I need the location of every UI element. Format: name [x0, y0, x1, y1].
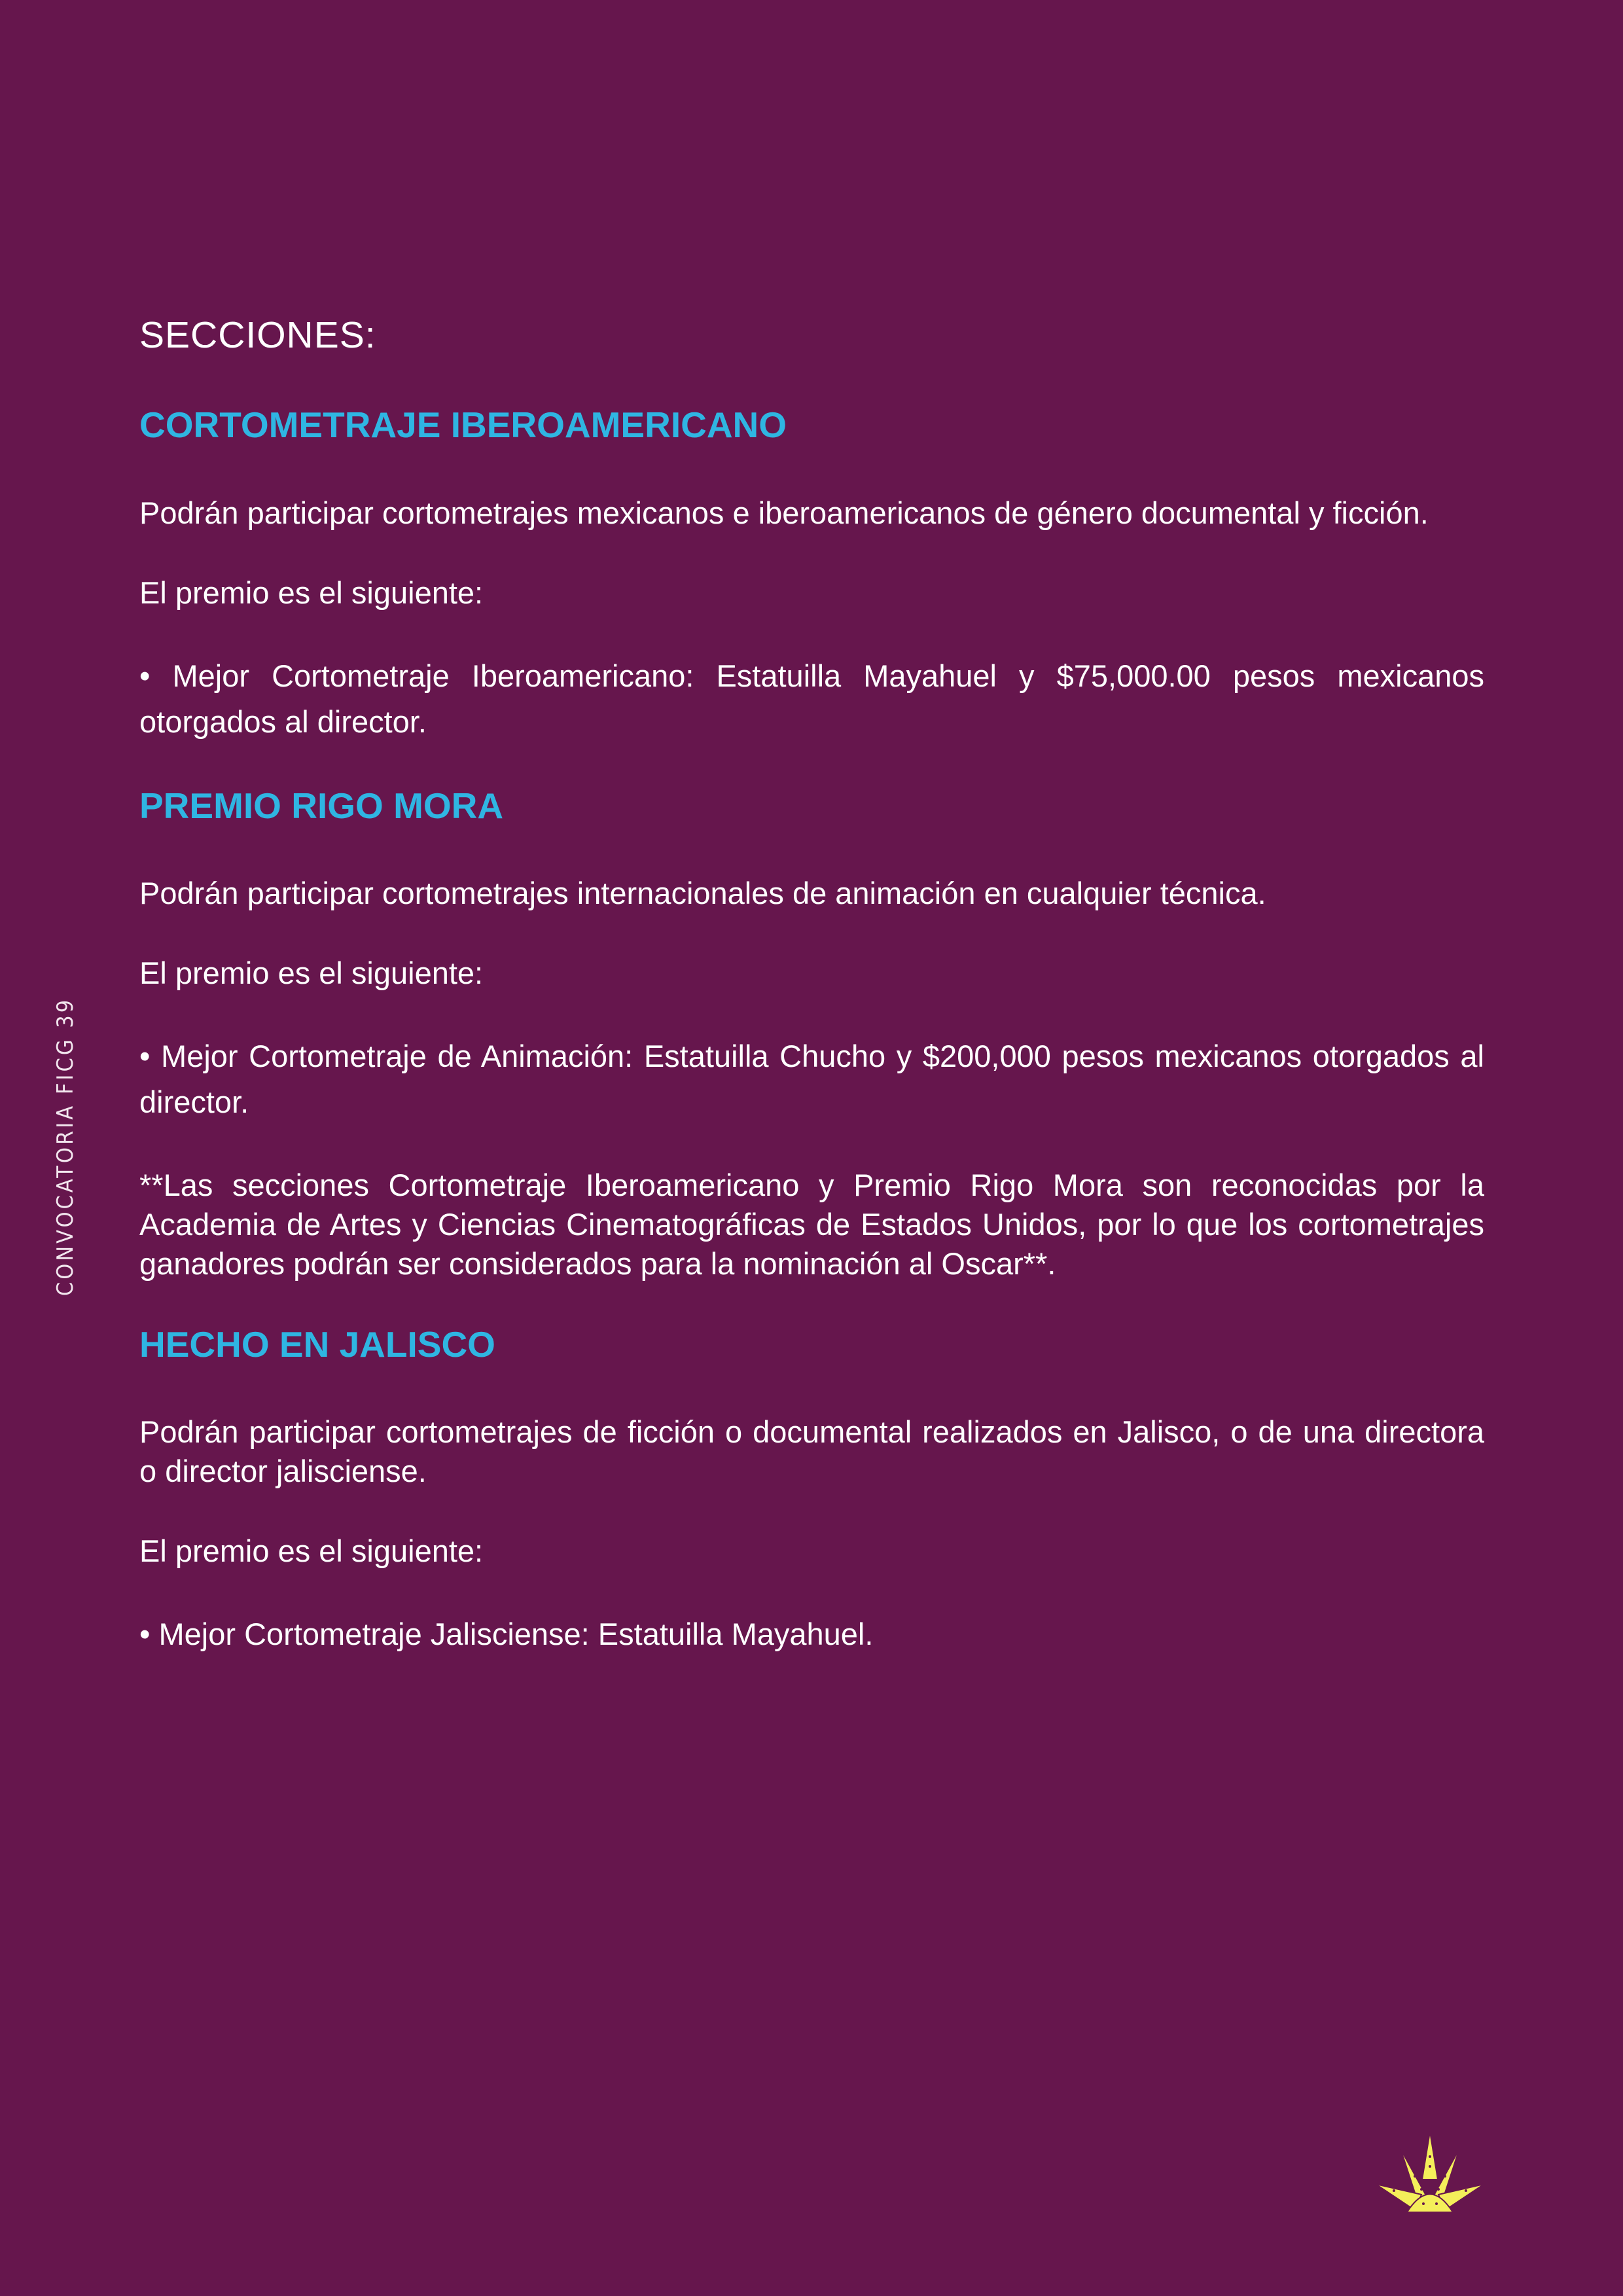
- prize-item: • Mejor Cortometraje Jalisciense: Estatuilla Mayahuel.: [139, 1617, 874, 1652]
- side-label: CONVOCATORIA FICG 39: [52, 997, 79, 1297]
- section-description: Podrán participar cortometrajes internacionales de animación en cualquier técnica.: [139, 875, 1266, 910]
- prize-intro: El premio es el siguiente:: [139, 1534, 484, 1569]
- prize-item: • Mejor Cortometraje Iberoamericano: Estatuilla Mayahuel y $75,000.00 pesos mexicanos otorgados al director.: [139, 658, 1484, 739]
- section-description: Podrán participar cortometrajes de ficción o documental realizados en Jalisco, o de una directora o director jalisciense.: [139, 1414, 1484, 1489]
- prize-intro: El premio es el siguiente:: [139, 955, 484, 990]
- agave-icon: [1374, 2130, 1486, 2219]
- document-content: [139, 313, 1484, 1704]
- prize-intro: El premio es el siguiente:: [139, 575, 484, 610]
- section-title: HECHO EN JALISCO: [139, 1323, 495, 1365]
- prize-item: • Mejor Cortometraje de Animación: Estatuilla Chucho y $200,000 pesos mexicanos otorgados al director.: [139, 1038, 1484, 1119]
- section-description: Podrán participar cortometrajes mexicanos e iberoamericanos de género documental y ficción.: [139, 495, 1429, 530]
- section-cortometraje-iberoamericano: [139, 404, 1484, 744]
- section-hecho-en-jalisco: [139, 1324, 1484, 1657]
- oscar-note: **Las secciones Cortometraje Iberoamericano y Premio Rigo Mora son reconocidas por la Academia de Artes y Ciencias Cinematográficas de Estados Unidos, por lo que los cortometrajes ganadores podrán ser considerados para la nominación al Oscar**.: [139, 1167, 1484, 1281]
- section-title: PREMIO RIGO MORA: [139, 785, 504, 826]
- section-premio-rigo-mora: [139, 785, 1484, 1283]
- page-heading: SECCIONES:: [139, 314, 376, 356]
- section-title: CORTOMETRAJE IBEROAMERICANO: [139, 404, 787, 446]
